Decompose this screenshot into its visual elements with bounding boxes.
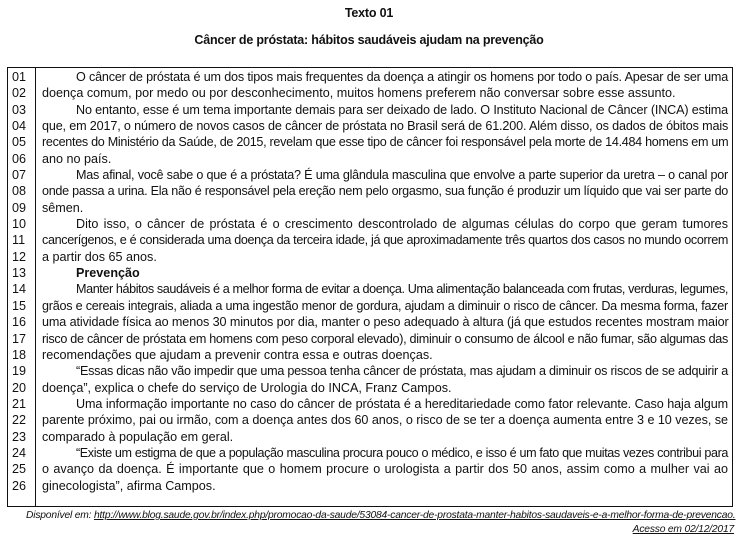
line-text: doença”, explica o chefe do serviço de Urologia do INCA, Franz Campos. [42,380,452,395]
line-text: “Essas dicas não vão impedir que uma pessoa tenha câncer de próstata, mas ajudam a diminuir os riscos de se adquirir a [76,364,728,379]
line-text: No entanto, esse é um tema importante demais para ser deixado de lado. O Instituto Nacional de Câncer (INCA) estima [76,102,728,117]
line-text: doença comum, por medo ou por desconhecimento, muitos homens preferem não conversar sobre esse assunto. [42,86,676,101]
text-line [8,216,732,232]
source-citation [26,510,735,521]
text-line [8,380,732,396]
line-number: 14 [12,282,27,297]
line-number: 22 [12,413,27,428]
line-number: 17 [12,331,27,346]
text-line [8,69,732,85]
text-line [8,331,732,347]
line-text: o avanço da doença. É importante que o homem procure o urologista a partir dos 50 anos, assim como a mulher vai ao [42,462,728,477]
line-number: 11 [12,233,26,248]
line-text: onde passa a urina. Ela não é responsável pela ereção nem pelo orgasmo, sua função é produzir um líquido que vai ser parte do [42,184,728,199]
line-number: 02 [12,86,27,101]
text-lines [8,69,732,494]
line-number: 19 [12,364,27,379]
text-line [8,265,732,281]
text-line [8,200,732,216]
line-text: O câncer de próstata é um dos tipos mais frequentes da doença a atingir os homens por todo o país. Apesar de ser uma [76,70,728,84]
line-text: uma atividade física ao menos 30 minutos por dia, manter o peso adequado à altura (já que estudos recentes mostram maior [42,315,729,330]
section-heading: Prevenção [76,266,140,281]
text-line [8,118,732,134]
line-text: comparado à população em geral. [42,429,234,444]
line-number: 23 [12,429,27,444]
line-number: 01 [12,70,27,84]
text-line [8,298,732,314]
line-number: 04 [12,119,27,134]
line-text: sêmen. [42,200,84,215]
line-text: risco de câncer de próstata em homens com peso corporal elevado), diminuir o consumo de álcool e não fumar, são algumas das [42,331,728,346]
line-number: 05 [12,135,27,150]
line-text: ginecologista”, afirma Campos. [42,478,216,493]
line-number: 06 [12,151,27,166]
access-date: Acesso em 02/12/2017 [632,524,734,535]
text-line [8,363,732,379]
text-line [8,396,732,412]
line-number: 20 [12,380,27,395]
line-number: 12 [12,249,27,264]
article-title: Câncer de próstata: hábitos saudáveis ajudam na prevenção [194,33,544,47]
line-number: 03 [12,102,27,117]
line-text: que, em 2017, o número de novos casos de câncer de próstata no Brasil será de 61.200. Além disso, os dados de óbitos mais [42,119,729,134]
text-line [8,249,732,265]
text-line [8,102,732,118]
line-number: 07 [12,168,27,183]
line-number: 15 [12,298,27,313]
source-prefix: Disponível em: [26,510,94,521]
text-line [8,183,732,199]
text-line [8,151,732,167]
text-line [8,347,732,363]
text-line [8,478,732,494]
line-text: cancerígenos, e é considerada uma doença da terceira idade, já que aproximadamente três quartos dos casos no mundo ocorrem [42,233,728,248]
line-text: parente próximo, pai ou irmão, com a doença antes dos 60 anos, o risco de se ter a doença aumenta entre 3 e 10 vezes, se [42,413,728,428]
line-text: Manter hábitos saudáveis é a melhor forma de evitar a doença. Uma alimentação balanceada com frutas, verduras, legumes, [76,282,728,297]
text-line [8,445,732,461]
source-link[interactable]: http://www.blog.saude.gov.br/index.php/promocao-da-saude/53084-cancer-de-prostata-manter-habitos-saudaveis-e-a-melhor-forma-de-prevencao. [93,510,736,521]
line-number: 24 [12,445,27,460]
line-number: 16 [12,315,27,330]
line-number: 13 [12,266,27,281]
line-text: Dito isso, o câncer de próstata é o crescimento descontrolado de algumas células do corpo que geram tumores [76,217,728,232]
text-line [8,134,732,150]
line-number: 08 [12,184,27,199]
line-text: recomendações que ajudam a prevenir contra essa e outras doenças. [42,347,433,362]
numbered-text-box [7,67,733,507]
line-number: 10 [12,217,27,232]
text-line [8,167,732,183]
line-text: Uma informação importante no caso do câncer de próstata é a hereditariedade como fator relevante. Caso haja algum [76,396,728,411]
line-text: recentes do Ministério da Saúde, de 2015, revelam que esse tipo de câncer foi responsável pela morte de 14.484 homens em um [42,135,729,150]
text-line [8,429,732,445]
text-label: Texto 01 [344,6,394,20]
line-number: 21 [12,396,27,411]
line-text: grãos e cereais integrais, aliada a uma ingestão menor de gordura, ajudam a diminuir o risco de câncer. Da mesma forma, fazer [42,298,728,313]
line-number: 18 [12,347,27,362]
line-text: Mas afinal, você sabe o que é a próstata? É uma glândula masculina que envolve a parte superior da uretra – o canal por [76,168,728,183]
line-text: ano no país. [42,151,112,166]
line-text: “Existe um estigma de que a população masculina procura pouco o médico, e isso é um fato que muitas vezes contribui para [76,445,728,460]
line-number: 26 [12,478,27,493]
text-line [8,412,732,428]
text-line [8,314,732,330]
text-line [8,232,732,248]
text-line [8,461,732,477]
line-number: 09 [12,200,27,215]
text-line [8,85,732,101]
text-line [8,281,732,297]
line-number: 25 [12,462,27,477]
line-text: a partir dos 65 anos. [42,249,157,264]
